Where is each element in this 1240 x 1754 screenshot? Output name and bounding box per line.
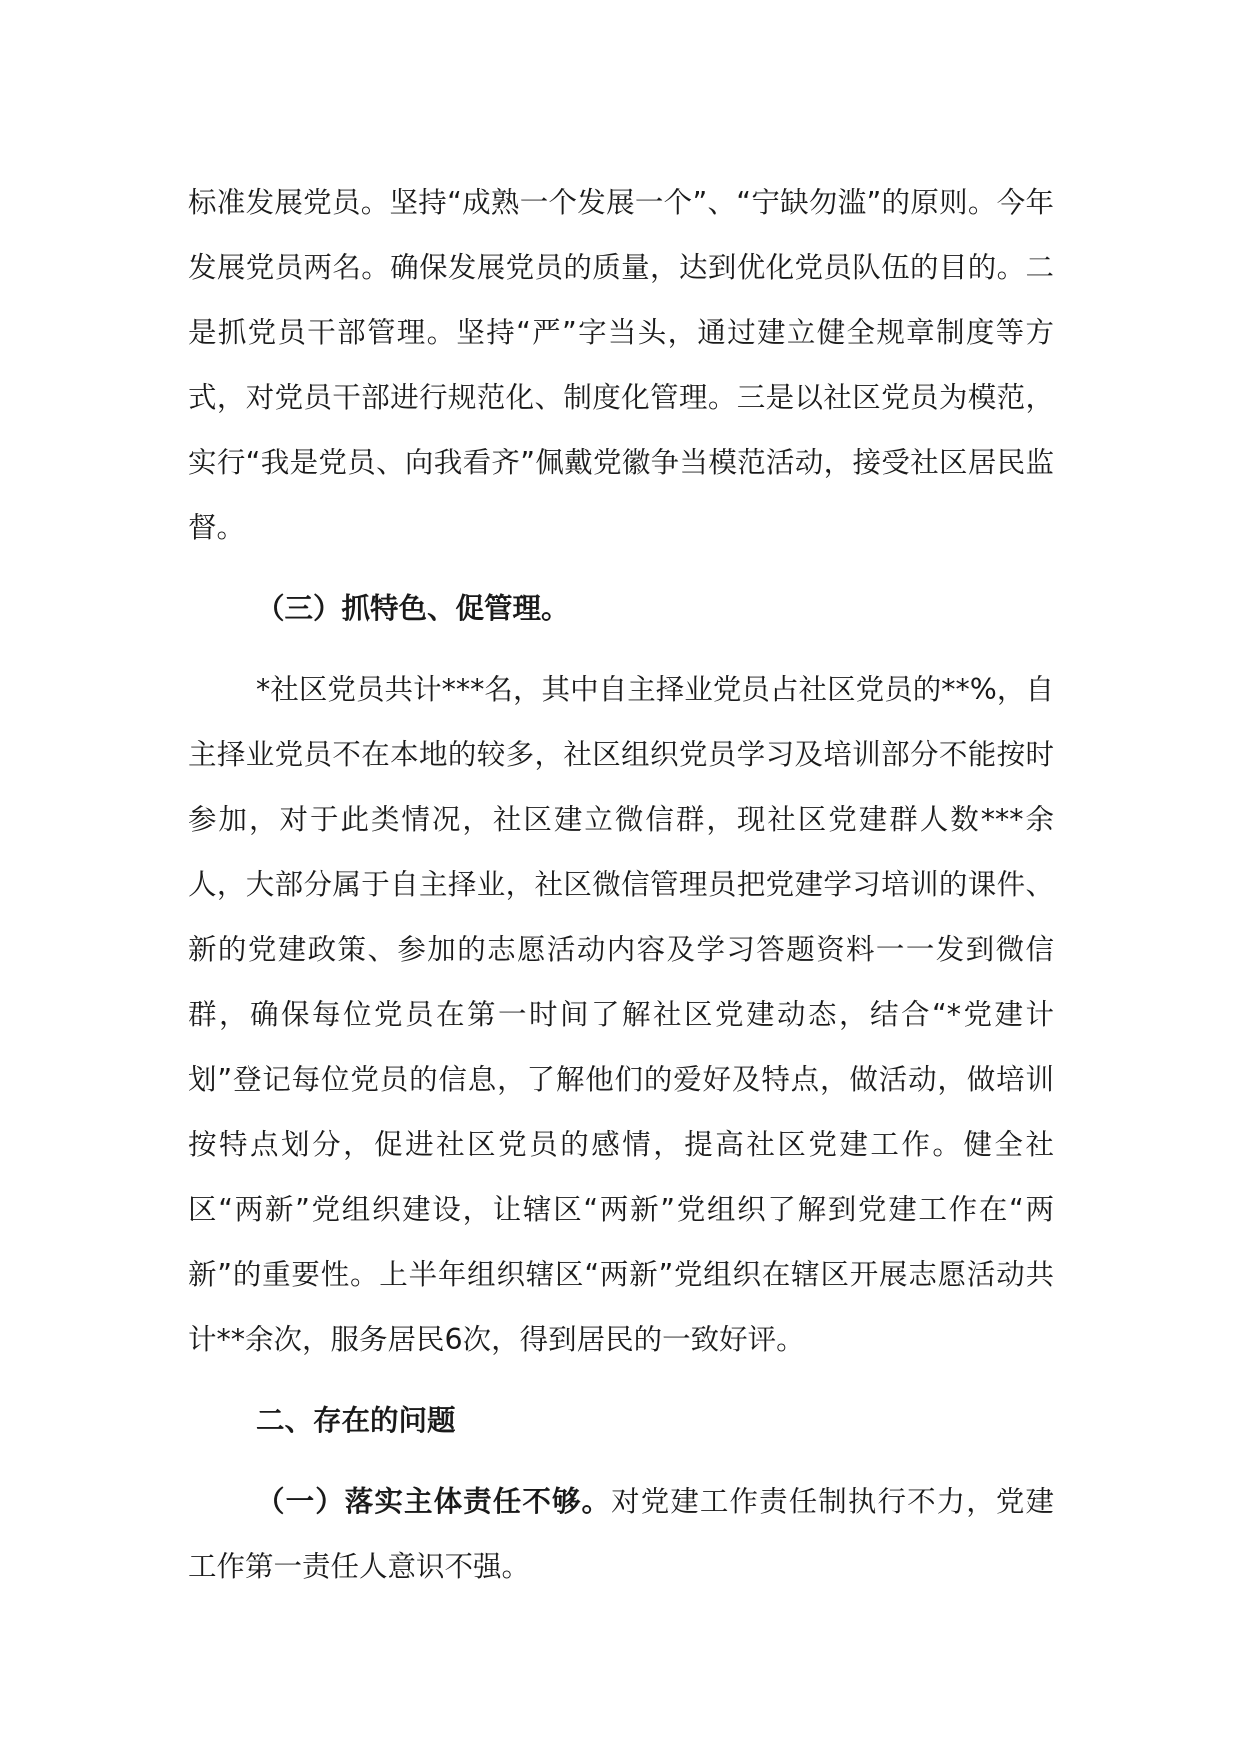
paragraph-responsibility-lead: （一）落实主体责任不够。 bbox=[256, 1485, 612, 1518]
paragraph-party-member-development: 标准发展党员。坚持“成熟一个发展一个”、“宁缺勿滥”的原则。今年发展党员两名。确保发展党员的质量，达到优化党员队伍的目的。二是抓党员干部管理。坚持“严”字当头，通过建立健全规章制度等方式，对党员干部进行规范化、制度化管理。三是以社区党员为模范，实行“我是党员、向我看齐”佩戴党徽争当模范活动，接受社区居民监督。 bbox=[188, 186, 1054, 544]
paragraph-community-party-members: *社区党员共计***名，其中自主择业党员占社区党员的**%，自主择业党员不在本地的较多，社区组织党员学习及培训部分不能按时参加，对于此类情况，社区建立微信群，现社区党建群人数***余人，大部分属于自主择业，社区微信管理员把党建学习培训的课件、新的党建政策、参加的志愿活动内容及学习答题资料一一发到微信群，确保每位党员在第一时间了解社区党建动态，结合“*党建计划”登记每位党员的信息，了解他们的爱好及特点，做活动，做培训按特点划分，促进社区党员的感情，提高社区党建工作。健全社区“两新”党组织建设，让辖区“两新”党组织了解到党建工作在“两新”的重要性。上半年组织辖区“两新”党组织在辖区开展志愿活动共计**余次，服务居民6次，得到居民的一致好评。 bbox=[188, 673, 1054, 1356]
subheading-features-management: （三）抓特色、促管理。 bbox=[256, 592, 570, 625]
document-body bbox=[188, 170, 1054, 1599]
heading-existing-problems: 二、存在的问题 bbox=[256, 1404, 456, 1437]
paragraph-responsibility-body: 对党建工作责任制执行不力，党建工作第一责任人意识不强。 bbox=[188, 1485, 1054, 1583]
paragraph-responsibility-problem bbox=[188, 1469, 1054, 1599]
